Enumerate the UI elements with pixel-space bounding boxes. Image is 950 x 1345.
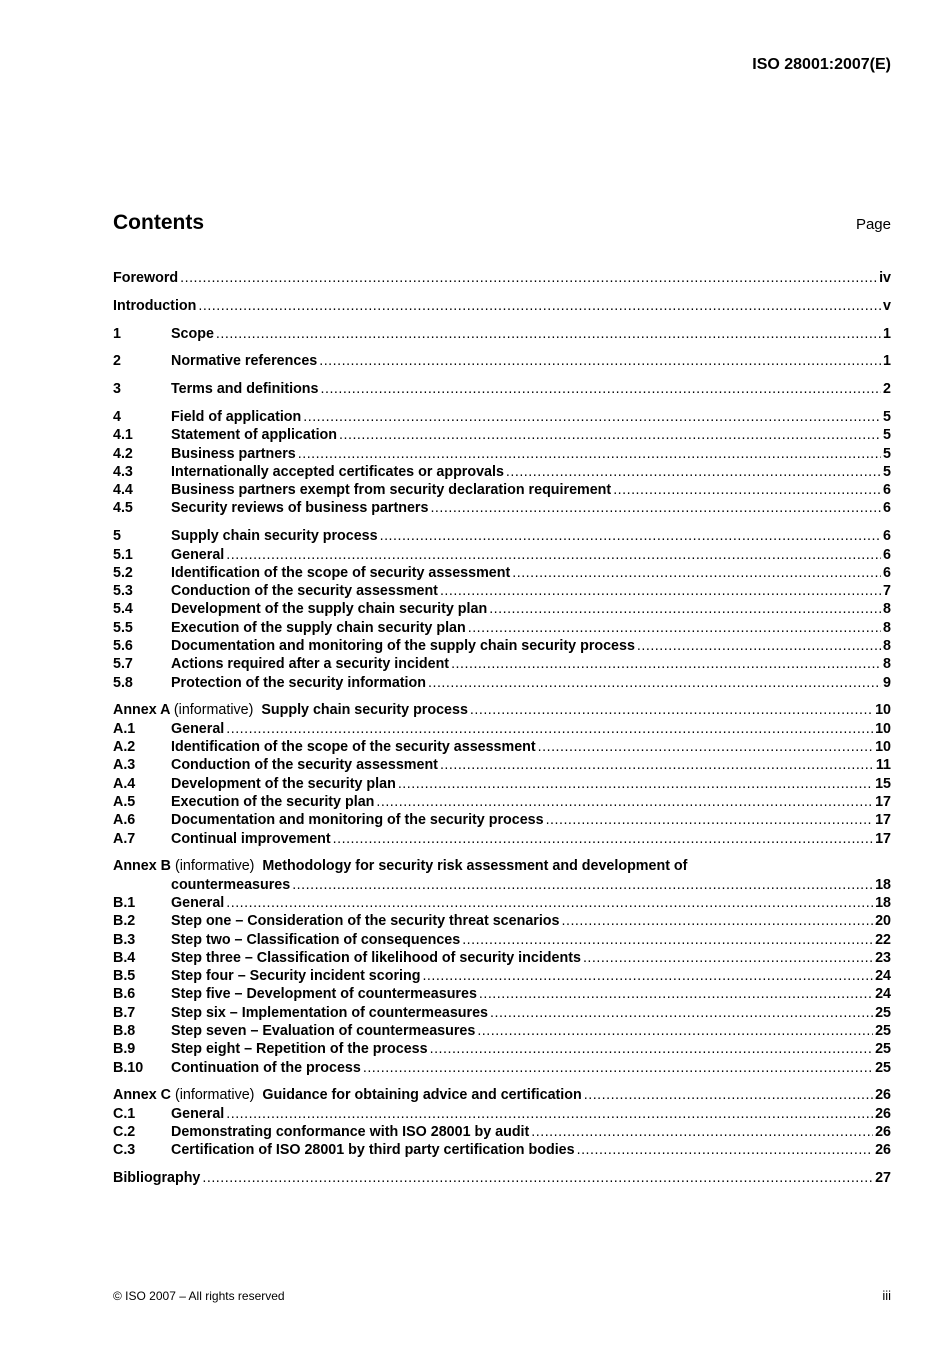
toc-page-number: 20 — [875, 913, 891, 930]
toc-page-number: 9 — [883, 674, 891, 691]
toc-entry[interactable] — [113, 1040, 891, 1058]
toc-page-number: 11 — [875, 757, 891, 774]
toc-annex-informative: (informative) — [173, 702, 254, 719]
toc-page-number: 25 — [875, 1041, 891, 1058]
toc-entry[interactable] — [113, 793, 891, 811]
toc-entry-title: Protection of the security information — [171, 674, 426, 691]
toc-entry-number: 5.4 — [113, 601, 133, 618]
toc-dot-leader — [298, 445, 881, 463]
toc-entry-title: Statement of application — [171, 427, 338, 444]
toc-entry-number: 5.1 — [113, 546, 133, 563]
toc-entry-number: 1 — [113, 325, 121, 342]
toc-dot-leader — [584, 1086, 873, 1104]
toc-dot-leader — [422, 967, 873, 985]
toc-page-number: 10 — [875, 702, 891, 719]
toc-page-number: v — [883, 297, 891, 314]
toc-entry-number: 5.8 — [113, 674, 133, 691]
toc-dot-leader — [562, 912, 874, 930]
toc-entry-number: C.2 — [113, 1123, 136, 1140]
toc-entry-number: 4 — [113, 408, 121, 425]
toc-entry[interactable] — [113, 775, 891, 793]
toc-entry-title: Demonstrating conformance with ISO 28001 by audit — [171, 1123, 530, 1140]
toc-annex-informative: (informative) — [174, 1087, 255, 1104]
toc-dot-leader — [577, 1141, 874, 1159]
toc-dot-leader — [462, 931, 873, 949]
toc-dot-leader — [380, 527, 881, 545]
toc-dot-leader — [321, 380, 882, 398]
toc-entry-number: A.6 — [113, 812, 136, 829]
toc-page-number: 24 — [875, 968, 891, 985]
toc-entry-number: 5.6 — [113, 638, 133, 655]
toc-entry-number: A.1 — [113, 720, 136, 737]
toc-dot-leader — [489, 600, 881, 618]
toc-entry[interactable] — [113, 1169, 891, 1187]
toc-entry-number: B.5 — [113, 968, 136, 985]
toc-page-number: 27 — [875, 1170, 891, 1187]
toc-entry-title: Execution of the security plan — [171, 793, 375, 810]
toc-entry-title: Normative references — [171, 353, 318, 370]
toc-page-number: 5 — [883, 463, 891, 480]
toc-entry[interactable] — [113, 546, 891, 564]
toc-dot-leader — [363, 1059, 873, 1077]
toc-dot-leader — [479, 985, 873, 1003]
toc-entry-title: Scope — [171, 325, 214, 342]
toc-entry[interactable] — [113, 445, 891, 463]
toc-entry-title: Identification of the scope of the security assessment — [171, 739, 536, 756]
toc-entry-number: 4.2 — [113, 445, 133, 462]
toc-entry-title: Continuation of the process — [171, 1059, 361, 1076]
toc-entry[interactable] — [113, 269, 891, 287]
toc-page-number: 17 — [875, 793, 891, 810]
toc-dot-leader — [430, 1040, 874, 1058]
page-column-label: Page — [855, 216, 891, 233]
toc-entry-title: Conduction of the security assessment — [171, 757, 438, 774]
toc-page-number: 6 — [883, 482, 891, 499]
toc-entry-title: Execution of the supply chain security plan — [171, 619, 466, 636]
toc-entry[interactable] — [113, 811, 891, 829]
toc-entry-number: A.5 — [113, 793, 136, 810]
toc-entry[interactable] — [113, 1141, 891, 1159]
toc-page-number: 22 — [875, 931, 891, 948]
toc-entry-title: Bibliography — [113, 1170, 201, 1187]
toc-page-number: 10 — [875, 720, 891, 737]
toc-page-number: 17 — [875, 812, 891, 829]
table-of-contents — [113, 269, 891, 1187]
toc-dot-leader — [226, 546, 881, 564]
toc-entry-number: 4.4 — [113, 482, 133, 499]
toc-page-number: 25 — [875, 1022, 891, 1039]
toc-page-number: 17 — [875, 830, 891, 847]
toc-entry[interactable] — [113, 720, 891, 738]
toc-page-number: 1 — [883, 325, 891, 342]
toc-page-number: 18 — [875, 876, 891, 893]
toc-entry-number: 3 — [113, 381, 121, 398]
toc-entry-title: Step five – Development of countermeasures — [171, 986, 477, 1003]
toc-entry-title: General — [171, 1105, 225, 1122]
toc-entry-number: 2 — [113, 353, 121, 370]
toc-dot-leader — [339, 426, 881, 444]
toc-entry[interactable] — [113, 499, 891, 517]
toc-entry[interactable] — [113, 949, 891, 967]
toc-entry-number: B.9 — [113, 1041, 136, 1058]
toc-entry-number: 4.1 — [113, 427, 133, 444]
toc-entry[interactable] — [113, 637, 891, 655]
toc-page-number: 5 — [883, 408, 891, 425]
toc-page-number: 8 — [883, 601, 891, 618]
toc-entry[interactable] — [113, 600, 891, 618]
toc-entry-title: Continual improvement — [171, 830, 331, 847]
toc-entry[interactable] — [113, 426, 891, 444]
toc-entry-title: Actions required after a security incident — [171, 656, 450, 673]
toc-entry-title: Documentation and monitoring of the supply chain security process — [171, 638, 635, 655]
toc-entry[interactable] — [113, 1059, 891, 1077]
toc-dot-leader — [512, 564, 881, 582]
toc-entry[interactable] — [113, 912, 891, 930]
toc-dot-leader — [546, 811, 874, 829]
toc-entry[interactable] — [113, 857, 891, 875]
toc-entry-number: 5.7 — [113, 656, 133, 673]
toc-dot-leader — [637, 637, 881, 655]
toc-entry-number: 5.3 — [113, 583, 133, 600]
toc-dot-leader — [470, 701, 873, 719]
toc-page-number: iv — [879, 270, 891, 286]
toc-entry[interactable] — [113, 408, 891, 426]
toc-entry-number: A.3 — [113, 757, 136, 774]
toc-page-number: 7 — [883, 583, 891, 600]
toc-dot-leader — [319, 352, 881, 370]
toc-dot-leader — [226, 720, 873, 738]
toc-dot-leader — [226, 894, 873, 912]
toc-entry-title: Supply chain security process — [261, 702, 468, 719]
toc-entry-number: B.6 — [113, 986, 136, 1003]
toc-entry[interactable] — [113, 325, 891, 343]
toc-entry-title: Step seven – Evaluation of countermeasures — [171, 1022, 476, 1039]
toc-entry-title: Foreword — [113, 270, 179, 286]
toc-dot-leader — [226, 1105, 873, 1123]
toc-page-number: 1 — [883, 353, 891, 370]
toc-dot-leader — [440, 756, 874, 774]
toc-dot-leader — [468, 619, 881, 637]
toc-entry[interactable] — [113, 985, 891, 1003]
toc-entry-number: C.1 — [113, 1105, 136, 1122]
toc-entry-number: A.2 — [113, 739, 136, 756]
toc-annex-label: Annex B — [113, 858, 171, 875]
toc-entry[interactable] — [113, 564, 891, 582]
toc-entry-number: B.2 — [113, 913, 136, 930]
toc-dot-leader — [376, 793, 873, 811]
toc-entry-title: Business partners exempt from security declaration requirement — [171, 482, 612, 499]
toc-dot-leader — [538, 738, 873, 756]
toc-entry[interactable] — [113, 1086, 891, 1104]
toc-entry-title: Identification of the scope of security assessment — [171, 564, 511, 581]
toc-page-number: 26 — [875, 1142, 891, 1159]
toc-page-number: 26 — [875, 1087, 891, 1104]
toc-entry-title: Methodology for security risk assessment and development of — [262, 858, 688, 875]
toc-entry-title: Certification of ISO 28001 by third party certification bodies — [171, 1142, 575, 1159]
toc-annex-informative: (informative) — [174, 858, 255, 875]
toc-entry[interactable] — [113, 738, 891, 756]
toc-entry-number: 4.5 — [113, 500, 133, 517]
toc-entry[interactable] — [113, 297, 891, 315]
toc-page-number: 5 — [883, 445, 891, 462]
toc-entry-number: 5 — [113, 528, 121, 545]
toc-entry-title: Development of the security plan — [171, 775, 396, 792]
toc-page-number: 5 — [883, 427, 891, 444]
toc-entry[interactable] — [113, 1022, 891, 1040]
toc-entry-title: countermeasures — [171, 876, 291, 893]
toc-entry-title: Terms and definitions — [171, 381, 319, 398]
copyright-footer: © ISO 2007 – All rights reserved — [113, 1289, 285, 1303]
toc-entry-title: General — [171, 894, 225, 911]
toc-dot-leader — [333, 830, 873, 848]
toc-entry[interactable] — [113, 481, 891, 499]
toc-entry-title: General — [171, 720, 225, 737]
toc-entry[interactable] — [113, 352, 891, 370]
toc-entry[interactable] — [113, 380, 891, 398]
toc-page-number: 23 — [875, 949, 891, 966]
toc-entry-title: Step eight – Repetition of the process — [171, 1041, 428, 1058]
toc-dot-leader — [292, 876, 873, 894]
toc-dot-leader — [428, 674, 881, 692]
toc-entry-title: General — [171, 546, 225, 563]
toc-entry-number: 4.3 — [113, 463, 133, 480]
toc-entry-title: Security reviews of business partners — [171, 500, 429, 517]
toc-entry-title: Introduction — [113, 297, 197, 314]
toc-entry-title: Step three – Classification of likelihood of security incidents — [171, 949, 581, 966]
toc-entry-title: Internationally accepted certificates or approvals — [171, 463, 504, 480]
toc-entry-number: 5.2 — [113, 564, 133, 581]
toc-entry[interactable] — [113, 1123, 891, 1141]
toc-dot-leader — [198, 297, 881, 315]
toc-dot-leader — [398, 775, 873, 793]
toc-page-number: 10 — [875, 739, 891, 756]
toc-entry-number: B.3 — [113, 931, 136, 948]
toc-page-number: 26 — [875, 1105, 891, 1122]
toc-entry-number: A.7 — [113, 830, 136, 847]
toc-entry-number: C.3 — [113, 1142, 136, 1159]
toc-annex-label: Annex C — [113, 1087, 171, 1104]
toc-entry-title: Step two – Classification of consequences — [171, 931, 461, 948]
toc-entry[interactable] — [113, 756, 891, 774]
toc-entry-title: Documentation and monitoring of the security process — [171, 812, 544, 829]
toc-dot-leader — [506, 463, 881, 481]
toc-entry[interactable] — [113, 830, 891, 848]
toc-entry[interactable] — [113, 527, 891, 545]
toc-entry-number: 5.5 — [113, 619, 133, 636]
toc-page-number: 18 — [875, 894, 891, 911]
toc-page-number: 6 — [883, 500, 891, 517]
toc-entry[interactable] — [113, 967, 891, 985]
toc-entry[interactable] — [113, 463, 891, 481]
toc-annex-label: Annex A — [113, 702, 170, 719]
toc-page-number: 2 — [883, 381, 891, 398]
toc-entry[interactable] — [113, 674, 891, 692]
toc-entry[interactable] — [113, 931, 891, 949]
toc-dot-leader — [202, 1169, 873, 1187]
toc-page-number: 6 — [883, 528, 891, 545]
toc-entry-number: B.1 — [113, 894, 136, 911]
contents-title: Contents — [113, 211, 204, 234]
toc-entry[interactable] — [113, 894, 891, 912]
toc-page-number: 8 — [883, 638, 891, 655]
toc-dot-leader — [477, 1022, 873, 1040]
toc-entry-title: Field of application — [171, 408, 302, 425]
toc-entry-title: Conduction of the security assessment — [171, 583, 438, 600]
toc-entry[interactable] — [113, 619, 891, 637]
toc-page-number: 6 — [883, 564, 891, 581]
toc-entry[interactable] — [113, 1105, 891, 1123]
toc-entry-number: B.8 — [113, 1022, 136, 1039]
toc-entry[interactable] — [113, 876, 891, 894]
toc-entry-number: A.4 — [113, 775, 136, 792]
document-id-header: ISO 28001:2007(E) — [752, 56, 891, 73]
toc-entry[interactable] — [113, 655, 891, 673]
toc-page-number: 25 — [875, 1059, 891, 1076]
toc-dot-leader — [451, 655, 881, 673]
toc-dot-leader — [303, 408, 881, 426]
toc-entry-number: B.10 — [113, 1059, 144, 1076]
toc-entry[interactable] — [113, 1004, 891, 1022]
toc-dot-leader — [180, 269, 877, 287]
toc-page-number: 15 — [875, 775, 891, 792]
toc-dot-leader — [613, 481, 881, 499]
toc-entry-number: B.4 — [113, 949, 136, 966]
toc-page-number: 26 — [875, 1123, 891, 1140]
toc-dot-leader — [490, 1004, 873, 1022]
toc-dot-leader — [531, 1123, 873, 1141]
toc-dot-leader — [440, 582, 881, 600]
toc-page-number: 8 — [883, 619, 891, 636]
toc-entry-title: Supply chain security process — [171, 528, 378, 545]
toc-entry-title: Step one – Consideration of the security threat scenarios — [171, 913, 560, 930]
toc-entry-title: Business partners — [171, 445, 296, 462]
toc-page-number: 6 — [883, 546, 891, 563]
toc-page-number: 25 — [875, 1004, 891, 1021]
toc-entry[interactable] — [113, 701, 891, 719]
toc-page-number: 8 — [883, 656, 891, 673]
toc-dot-leader — [430, 499, 881, 517]
toc-entry-title: Step six – Implementation of countermeasures — [171, 1004, 489, 1021]
toc-entry[interactable] — [113, 582, 891, 600]
toc-dot-leader — [583, 949, 873, 967]
toc-entry-title: Guidance for obtaining advice and certification — [262, 1087, 582, 1104]
toc-entry-title: Step four – Security incident scoring — [171, 968, 421, 985]
page-number: iii — [882, 1288, 891, 1303]
toc-entry-number: B.7 — [113, 1004, 136, 1021]
toc-dot-leader — [216, 325, 881, 343]
toc-entry-title: Development of the supply chain security plan — [171, 601, 488, 618]
toc-page-number: 24 — [875, 986, 891, 1003]
